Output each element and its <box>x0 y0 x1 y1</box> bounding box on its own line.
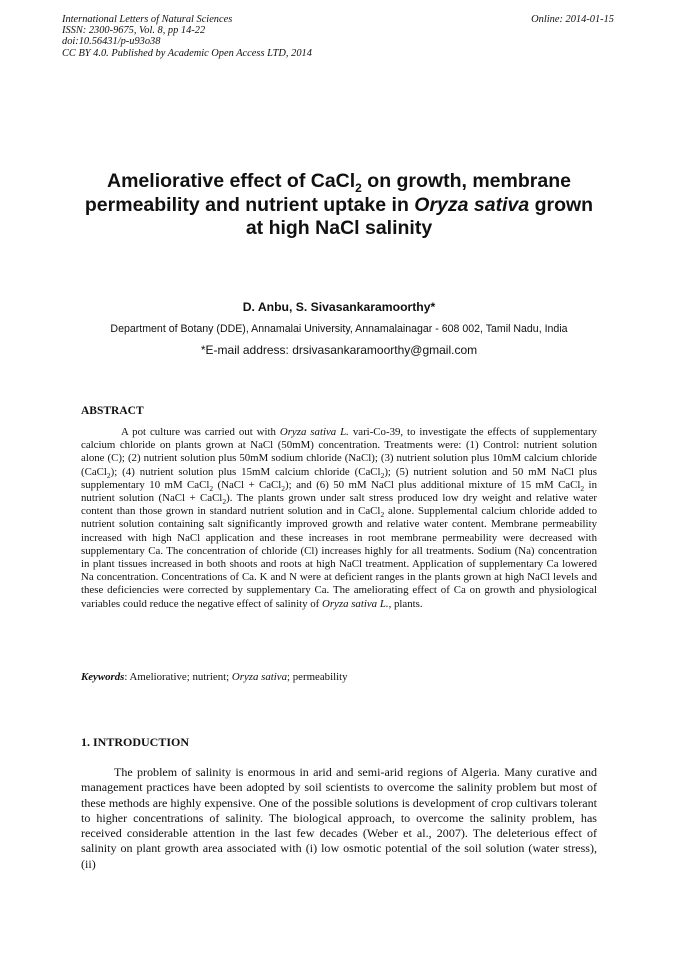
abstract-heading: ABSTRACT <box>81 405 144 417</box>
journal-name: International Letters of Natural Sciences <box>62 14 233 25</box>
introduction-paragraph: The problem of salinity is enormous in arid and semi-arid regions of Algeria. Many curative and management practices have been adopted by soil scientists to overcome the salinity problem but most of these methods are highly expensive. One of the possible solutions is development of crop cultivars tolerant to higher concentrations of salinity. The biological approach, to overcome the salinity problem, has received considerable attention in the last few decades (Weber et al., 2007). The deleterious effect of salinity on plant growth area associated with (i) low osmotic potential of the soil solution (water stress), (ii) <box>81 765 597 871</box>
title-text-1: Ameliorative effect of CaCl <box>107 170 356 192</box>
title-subscript: 2 <box>355 180 362 195</box>
online-date: Online: 2014-01-15 <box>531 14 614 25</box>
email-address: *E-mail address: drsivasankaramoorthy@gmail.com <box>200 343 478 357</box>
title-text-3: grown at high NaCl salinity <box>245 193 594 239</box>
title-text-2: on growth, membrane permeability and nutrient uptake in <box>84 170 571 216</box>
affiliation: Department of Botany (DDE), Annamalai University, Annamalainagar - 608 002, Tamil Nadu, India <box>110 323 568 335</box>
section-heading-introduction: 1. INTRODUCTION <box>81 735 190 749</box>
keywords-label: Keywords <box>81 671 125 683</box>
journal-license: CC BY 4.0. Published by Academic Open Access LTD, 2014 <box>62 47 312 59</box>
abstract-body: A pot culture was carried out with Oryza sativa L. vari-Co-39, to investigate the effects of supplementary calcium chloride on plants grown at NaCl (50mM) concentration. Treatments were: (1) Control: nutrient solution alone (C); (2) nutrient solution plus 50mM sodium chloride (NaCl); (3) nutrient solution plus 10mM calcium chloride (CaCl$_2$); (4) nutrient solution plus 15mM calcium chloride (CaCl$_2$); (5) nutrient solution and 50 mM NaCl plus supplementary 10 mM CaCl$_2$ (NaCl + CaCl$_2$); and (6) 50 mM NaCl plus additional mixture of 15 mM CaCl$_2$ in nutrient solution (NaCl + CaCl$_2$). The plants grown under salt stress produced low dry weight and relative water content than those grown in standard nutrient solution and in CaCl$_2$ alone. Supplemental calcium chloride added to nutrient solution containing salt significantly improved growth and relative water content. Membrane permeability increased with high NaCl application and these increases in root membrane permeability were decreased with supplementary Ca. The concentration of chloride (Cl) increases highly for all treatments. Sodium (Na) concentration in plant tissues increased in both shoots and roots at high NaCl treatment. Application of supplementary Ca lowered Na concentration. Concentrations of Ca. K and N were at deficient ranges in the plants grown at high NaCl levels and these deficiencies were corrected by supplementary Ca. The ameliorating effect of Ca on growth and physiological variables could reduce the negative effect of salinity of Oryza sativa L., plants. <box>81 426 597 610</box>
keywords: Keywords: Ameliorative; nutrient; Oryza sativa; permeability <box>81 671 348 683</box>
journal-header <box>62 14 312 59</box>
authors: D. Anbu, S. Sivasankaramoorthy* <box>242 300 436 314</box>
title-species: Oryza sativa <box>414 193 530 216</box>
journal-issn: ISSN: 2300-9675, Vol. 8, pp 14-22 <box>62 25 206 37</box>
journal-doi: doi:10.56431/p-u93o38 <box>62 36 161 48</box>
paper-title <box>80 170 598 241</box>
